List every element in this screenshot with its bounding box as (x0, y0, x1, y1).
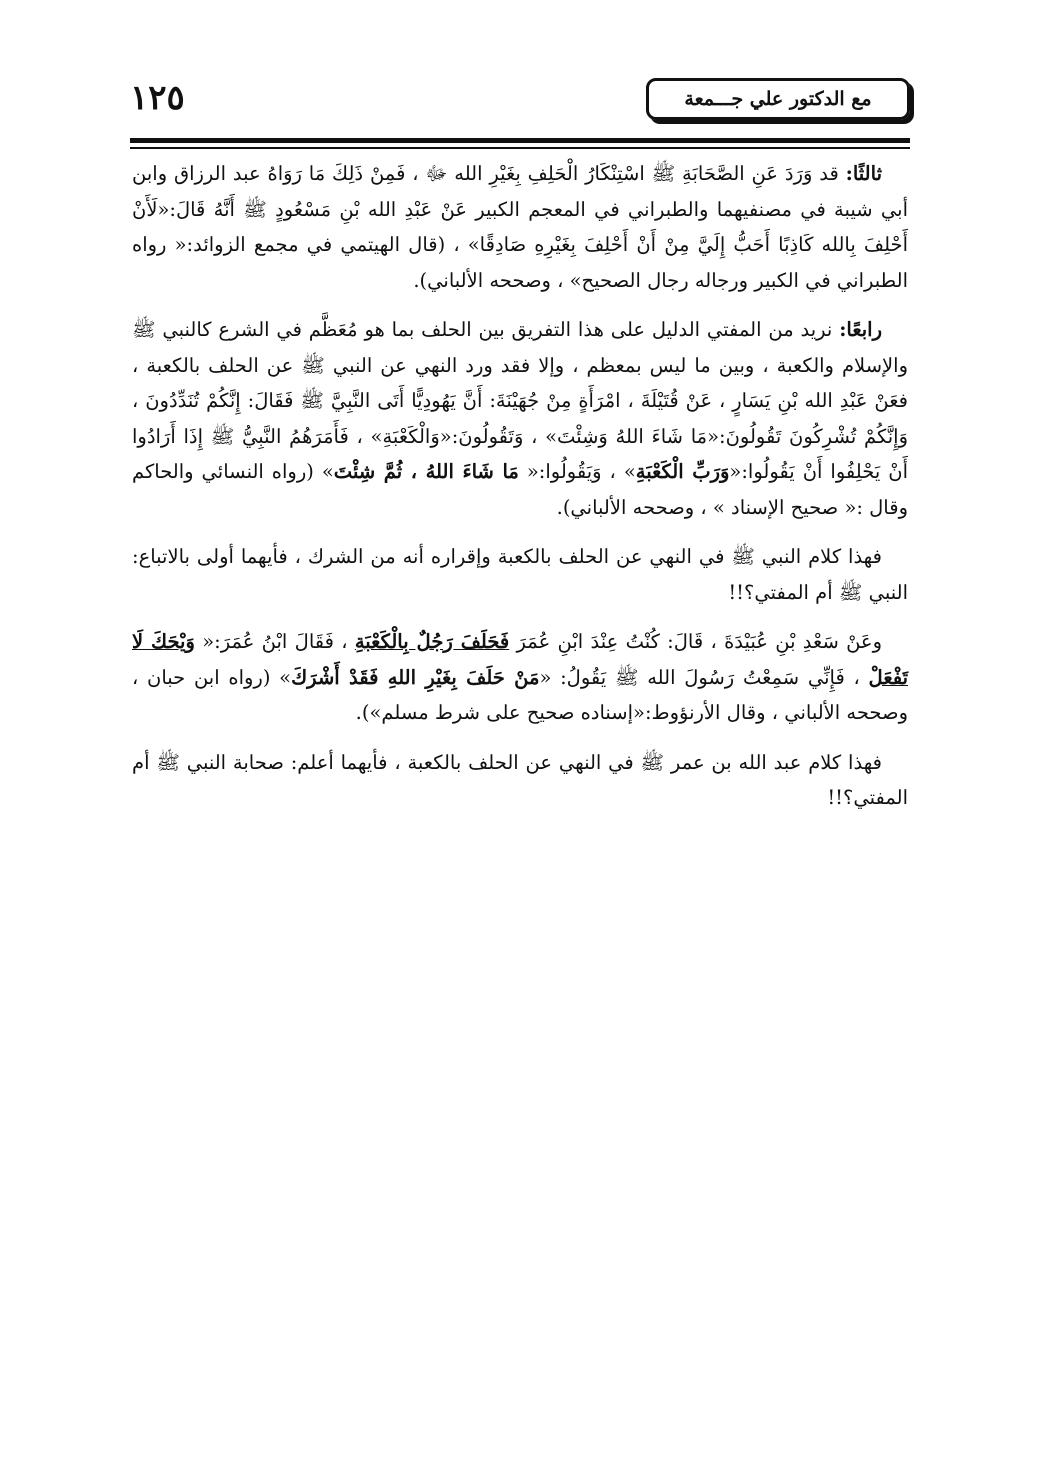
page-number: ١٢٥ (130, 78, 185, 118)
paragraph-text: » (رواه النسائي والحاكم وقال :« صحيح الإسناد » ، وصححه الألباني). (132, 460, 908, 519)
emphasis-text: مَا شَاءَ اللهُ ، ثُمَّ شِئْتَ (333, 460, 519, 483)
book-title: مع الدكتور علي جـــمعة (684, 88, 872, 110)
emphasis-text: مَنْ حَلَفَ بِغَيْرِ اللهِ فَقَدْ أَشْرَكَ (291, 665, 540, 689)
paragraph-fourth-point (132, 312, 908, 525)
paragraph-commentary-1 (132, 539, 908, 610)
paragraph-lead: ثالثًا: (845, 162, 882, 185)
page-body (132, 156, 908, 830)
paragraph-text: فهذا كلام عبد الله بن عمر ﷺ في النهي عن الحلف بالكعبة ، فأيهما أعلم: صحابة النبي ﷺ أم المفتي؟!! (132, 750, 908, 809)
emphasis-text: فَحَلَفَ رَجُلٌ بِالْكَعْبَةِ (354, 630, 510, 653)
paragraph-text: ، فَقَالَ ابْنُ عُمَرَ:« (194, 630, 355, 653)
paragraph-text: فهذا كلام النبي ﷺ في النهي عن الحلف بالكعبة وإقراره أنه من الشرك ، فأيهما أولى بالاتباع: النبي ﷺ أم المفتي؟!! (132, 545, 908, 604)
header-rule-thick (130, 138, 910, 143)
page-header (130, 74, 910, 136)
emphasis-text: وَيْحَكَ لَا تَفْعَلْ (132, 630, 909, 689)
paragraph-third-point (132, 156, 908, 298)
paragraph-text: ، فَإِنِّي سَمِعْتُ رَسُولَ الله ﷺ يَقُولُ: « (539, 665, 869, 689)
paragraph-text: » ، وَيَقُولُوا:« (518, 460, 636, 483)
paragraph-text: وعَنْ سَعْدِ بْنِ عُبَيْدَةَ ، قَالَ: كُنْتُ عِنْدَ ابْنِ عُمَرَ (509, 630, 882, 653)
paragraph-ibn-umar (132, 624, 908, 731)
paragraph-text: نريد من المفتي الدليل على هذا التفريق بين الحلف بما هو مُعَظَّم في الشرع كالنبي ﷺ والإسلام والكعبة ، وبين ما ليس بمعظم ، وإلا فقد ورد النهي عن النبي ﷺ عن الحلف بالكعبة ، فعَنْ عَبْدِ الله بْنِ يَسَارٍ ، عَنْ قُتَيْلَةَ ، امْرَأَةٍ مِنْ جُهَيْنَةَ: أَنَّ يَهُودِيًّا أَتَى النَّبِيَّ ﷺ فَقَالَ: إِنَّكُمْ تُنَدِّدُونَ ، وَإِنَّكُمْ تُشْرِكُونَ تَقُولُونَ:«مَا شَاءَ اللهُ وَشِئْتَ» ، وَتَقُولُونَ:«وَالْكَعْبَةِ» ، فَأَمَرَهُمُ النَّبِيُّ ﷺ إِذَا أَرَادُوا أَنْ يَحْلِفُوا أَنْ يَقُولُوا:« (132, 318, 908, 483)
paragraph-commentary-2 (132, 745, 908, 816)
emphasis-text: وَرَبِّ الْكَعْبَةِ (635, 460, 730, 483)
paragraph-text: » (رواه ابن حبان ، وصححه الألباني ، وقال الأرنؤوط:«إسناده صحيح على شرط مسلم»). (132, 665, 908, 724)
paragraph-text: قد وَرَدَ عَنِ الصَّحَابَةِ ﷺ اسْتِنْكَارُ الْحَلِفِ بِغَيْرِ الله ﷻ ، فَمِنْ ذَلِكَ مَا رَوَاهُ عبد الرزاق وابن أبي شيبة في مصنفيهما والطبراني في المعجم الكبير عَنْ عَبْدِ الله بْنِ مَسْعُودٍ ﷺ أَنَّهُ قَالَ:«لَأَنْ أَحْلِفَ بِالله كَاذِبًا أَحَبُّ إِلَيَّ مِنْ أَنْ أَحْلِفَ بِغَيْرِهِ صَادِقًا» ، (قال الهيتمي في مجمع الزوائد:« رواه الطبراني في الكبير ورجاله رجال الصحيح» ، وصححه الألباني). (132, 162, 908, 292)
header-rule-thin (130, 147, 910, 149)
paragraph-lead: رابعًا: (839, 318, 882, 341)
book-title-box (646, 78, 910, 120)
